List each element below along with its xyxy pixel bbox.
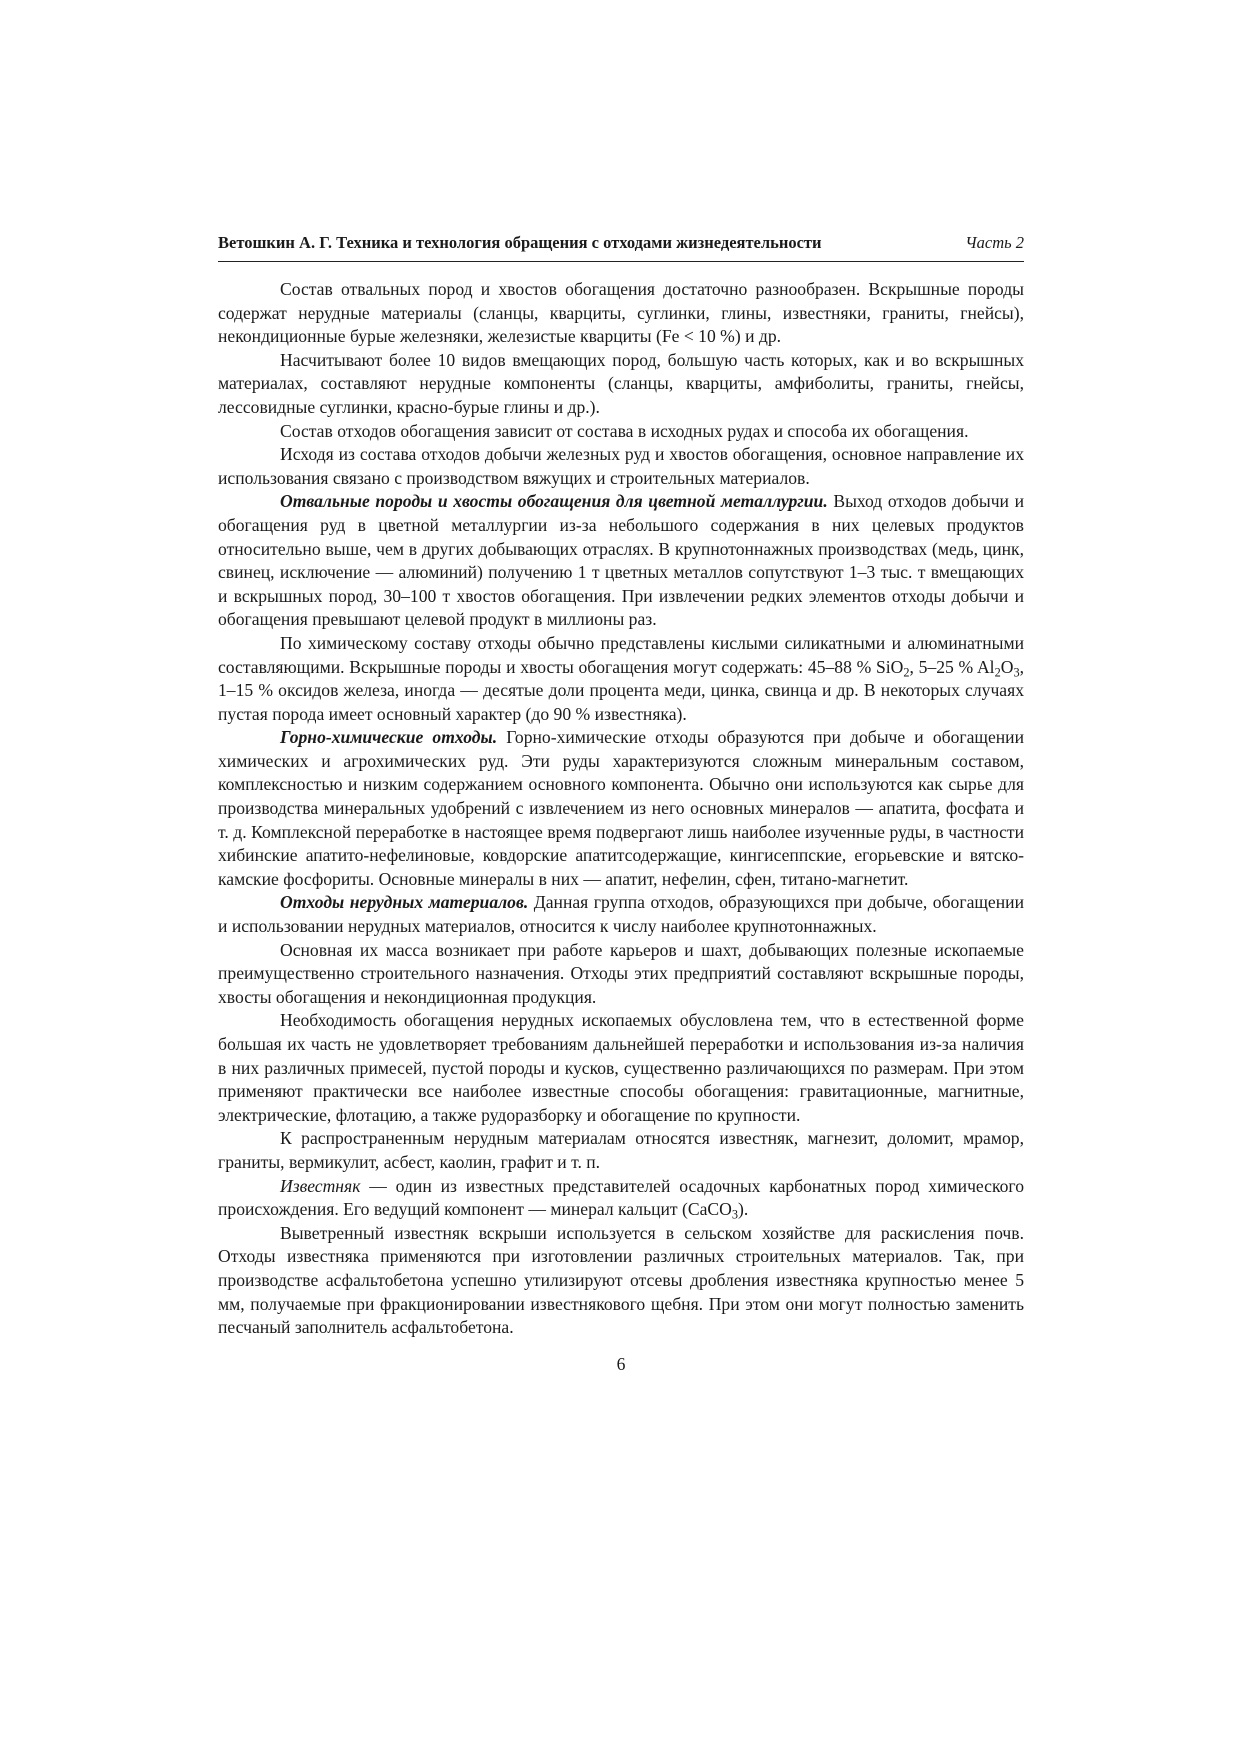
paragraph bbox=[218, 1009, 1024, 1127]
paragraph bbox=[218, 1175, 1024, 1222]
paragraph bbox=[218, 939, 1024, 1010]
text-run: O bbox=[1000, 656, 1014, 677]
subscript: 2 bbox=[903, 664, 910, 679]
header-part: Часть 2 bbox=[965, 233, 1024, 252]
paragraph bbox=[218, 726, 1024, 891]
page-number: 6 bbox=[616, 1353, 626, 1374]
text-run: — один из известных представителей осадочных карбонатных пород химического происхождения. Его ведущий компонент — минерал кальцит (CaCO bbox=[218, 1175, 1024, 1220]
subscript: 3 bbox=[1013, 664, 1020, 679]
text-run: Данная группа отходов, образующихся при добыче, обогащении и использовании нерудных материалов, относится к числу наиболее крупнотоннажных. bbox=[218, 892, 1024, 937]
text-run: Выветренный известняк вскрыши используется в сельском хозяйстве для раскисления почв. Отходы известняка применяются при изготовлении различных строительных материалов. Так, при производстве асфальтобетона успешно утилизируют отсевы дробления известняка крупностью менее 5 мм, получаемые при фракционировании известнякового щебня. При этом они могут полностью заменить песчаный заполнитель асфальтобетона. bbox=[218, 1222, 1024, 1338]
text-run: , 5–25 % Al bbox=[909, 656, 995, 677]
paragraph bbox=[218, 632, 1024, 726]
text-run: Горно-химические отходы образуются при добыче и обогащении химических и агрохимических руд. Эти руды характеризуются сложным минеральным составом, комплексностью и низким содержанием основного компонента. Обычно они используются как сырье для производства минеральных удобрений с извлечением из него основных минералов — апатита, фосфата и т. д. Комплексной переработке в настоящее время подвергают лишь наиболее изученные руды, в частности хибинские апатито-нефелиновые, ковдорские апатитсодержащие, кингисеппские, егорьевские и вятско-камские фосфориты. Основные минералы в них — апатит, нефелин, сфен, титано-магнетит. bbox=[218, 727, 1025, 889]
paragraph bbox=[218, 1127, 1024, 1174]
text-run: Исходя из состава отходов добычи железных руд и хвостов обогащения, основное направление их использования связано с производством вяжущих и строительных материалов. bbox=[218, 444, 1024, 488]
text-run: Состав отходов обогащения зависит от состава в исходных рудах и способа их обогащения. bbox=[280, 420, 969, 441]
section-heading: Горно-химические отходы. bbox=[280, 727, 498, 748]
subscript: 2 bbox=[994, 664, 1001, 679]
section-heading: Отвальные породы и хвосты обогащения для цветной металлургии. bbox=[280, 491, 828, 512]
text-run: ). bbox=[738, 1199, 749, 1220]
paragraph bbox=[218, 891, 1024, 938]
paragraph bbox=[218, 490, 1024, 632]
italic-term: Известняк bbox=[280, 1175, 361, 1196]
text-run: , 1–15 % оксидов железа, иногда — десятые доли процента меди, цинка, свинца и др. В некоторых случаях пустая порода имеет основный характер (до 90 % известняка). bbox=[218, 656, 1024, 724]
paragraph bbox=[218, 443, 1024, 490]
text-run: Необходимость обогащения нерудных ископаемых обусловлена тем, что в естественной форме большая их часть не удовлетворяет требованиям дальнейшей переработки и использования из-за наличия в них различных примесей, пустой породы и кусков, существенно различающихся по размерам. При этом применяют практически все наиболее известные способы обогащения: гравитационные, магнитные, электрические, флотацию, а также рудоразборку и обогащение по крупности. bbox=[218, 1010, 1024, 1125]
section-heading: Отходы нерудных материалов. bbox=[280, 892, 529, 913]
page bbox=[218, 233, 1024, 1375]
text-run: Основная их масса возникает при работе карьеров и шахт, добывающих полезные ископаемые преимущественно строительного назначения. Отходы этих предприятий составляют вскрышные породы, хвосты обогащения и некондиционная продукция. bbox=[218, 939, 1024, 1007]
paragraph bbox=[218, 349, 1024, 420]
paragraph bbox=[218, 278, 1024, 349]
text-run: Выход отходов добычи и обогащения руд в цветной металлургии из-за небольшого содержания в них целевых продуктов относительно выше, чем в других добывающих отраслях. В крупнотоннажных производствах (медь, цинк, свинец, исключение — алюминий) получению 1 т цветных металлов сопутствуют 1–3 тыс. т вмещающих и вскрышных пород, 30–100 т хвостов обогащения. При извлечении редких элементов отходы добычи и обогащения превышают целевой продукт в миллионы раз. bbox=[218, 491, 1024, 630]
header-title: Ветошкин А. Г. Техника и технология обращения с отходами жизнедеятельности bbox=[218, 233, 822, 252]
subscript: 3 bbox=[731, 1207, 739, 1222]
text-run: Состав отвальных пород и хвостов обогащения достаточно разнообразен. Вскрышные породы содержат нерудные материалы (сланцы, кварциты, суглинки, глины, известняки, граниты, гнейсы), некондиционные бурые железняки, железистые кварциты (Fe < 10 %) и др. bbox=[218, 279, 1024, 347]
body-text bbox=[218, 278, 1024, 1340]
text-run: Насчитывают более 10 видов вмещающих пород, большую часть которых, как и во вскрышных материалах, составляют нерудные компоненты (сланцы, кварциты, амфиболиты, граниты, гнейсы, лессовидные суглинки, красно-бурые глины и др.). bbox=[218, 349, 1024, 417]
text-run: По химическому составу отходы обычно представлены кислыми силикатными и алюминатными составляющими. Вскрышные породы и хвосты обогащения могут содержать: 45–88 % SiO bbox=[218, 632, 1024, 677]
text-run: К распространенным нерудным материалам относятся известняк, магнезит, доломит, мрамор, граниты, вермикулит, асбест, каолин, графит и т. п. bbox=[218, 1128, 1024, 1172]
running-header bbox=[218, 233, 1024, 262]
paragraph bbox=[218, 420, 1024, 444]
paragraph bbox=[218, 1222, 1024, 1340]
